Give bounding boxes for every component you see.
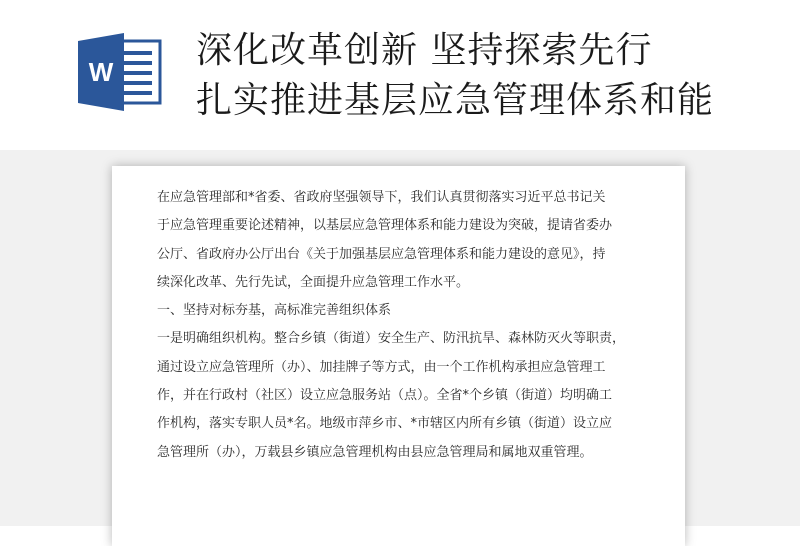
body-line: 于应急管理重要论述精神，以基层应急管理体系和能力建设为突破，提请省委办 xyxy=(157,218,613,234)
body-line: 一是明确组织机构。整合乡镇（街道）安全生产、防汛抗旱、森林防灭火等职责， xyxy=(157,331,626,347)
body-line: 作机构，落实专职人员*名。地级市萍乡市、*市辖区内所有乡镇（街道）设立应 xyxy=(157,416,613,432)
title-line-2: 扎实推进基层应急管理体系和能 xyxy=(196,80,715,121)
body-line: 作，并在行政村（社区）设立应急服务站（点）。全省*个乡镇（街道）均明确工 xyxy=(157,388,613,404)
body-line: 急管理所（办），万载县乡镇应急管理机构由县应急管理局和属地双重管理。 xyxy=(157,444,593,460)
body-line: 公厅、省政府办公厅出台《关于加强基层应急管理体系和能力建设的意见》，持 xyxy=(157,246,606,262)
page-title xyxy=(196,26,786,126)
body-line: 通过设立应急管理所（办）、加挂牌子等方式，由一个工作机构承担应急管理工 xyxy=(157,359,606,375)
word-document-icon xyxy=(76,33,164,111)
document-page xyxy=(112,166,685,546)
word-icon-letter: W xyxy=(88,57,114,87)
section-heading: 一、坚持对标夯基，高标准完善组织体系 xyxy=(157,303,392,319)
title-line-1: 深化改革创新 坚持探索先行 xyxy=(196,30,653,71)
header-banner xyxy=(0,0,800,150)
body-line: 在应急管理部和*省委、省政府坚强领导下，我们认真贯彻落实习近平总书记关 xyxy=(157,190,606,205)
document-body xyxy=(157,184,649,467)
body-line: 续深化改革、先行先试，全面提升应急管理工作水平。 xyxy=(157,274,470,290)
